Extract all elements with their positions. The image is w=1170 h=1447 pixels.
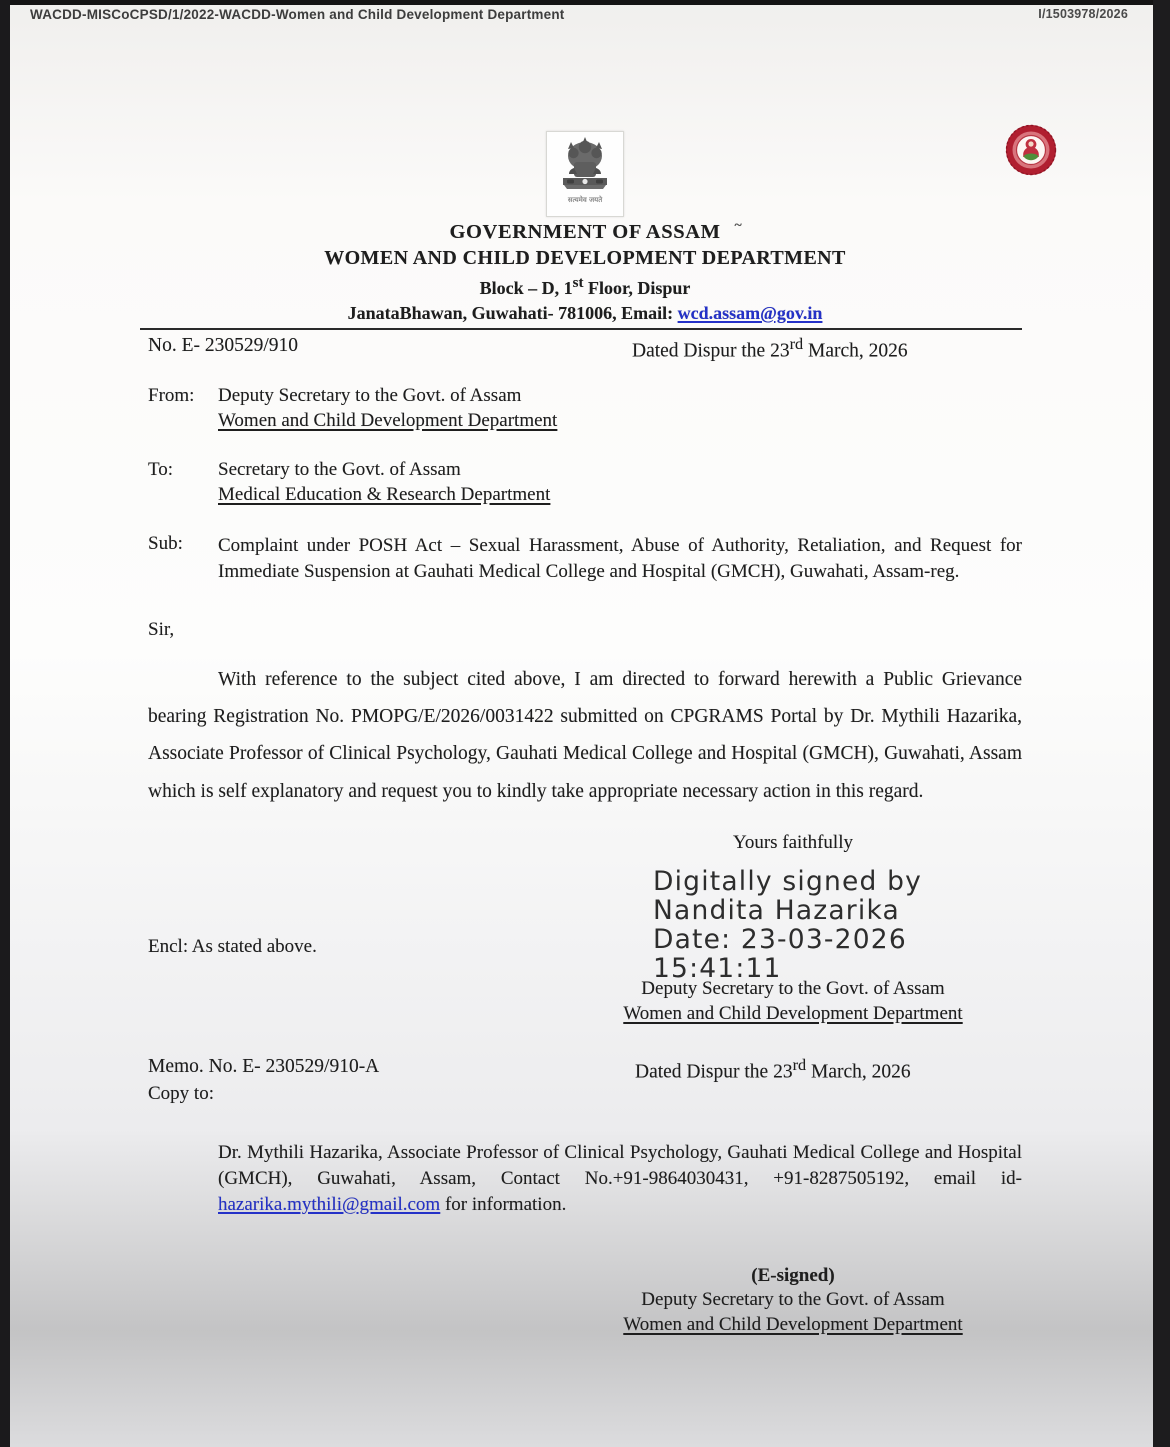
- recipient-email-link[interactable]: hazarika.mythili@gmail.com: [218, 1193, 441, 1215]
- to-department: Medical Education & Research Department: [218, 484, 551, 505]
- to-label: To:: [148, 459, 174, 480]
- left-edge-border: [0, 0, 10, 1447]
- signature-section: [148, 832, 1022, 1026]
- esign-block: [598, 1264, 988, 1338]
- esigned-department: Women and Child Development Department: [623, 1313, 963, 1335]
- file-reference: WACDD-MISCoCPSD/1/2022-WACDD-Women and Child Development Department: [30, 7, 565, 22]
- digital-signature-line: Digitally signed by: [653, 865, 923, 897]
- esigned-designation: Deputy Secretary to the Govt. of Assam: [641, 1289, 945, 1311]
- from-designation: Deputy Secretary to the Govt. of Assam: [218, 385, 522, 406]
- subject-label: Sub:: [148, 533, 183, 554]
- memo-date: Dated Dispur the 23rd March, 2026: [635, 1055, 911, 1083]
- document-id: I/1503978/2026: [1038, 7, 1128, 21]
- digital-signature-line: Nandita Hazarika: [653, 894, 900, 926]
- government-title: GOVERNMENT OF ASSAM ~: [148, 220, 1022, 245]
- to-designation: Secretary to the Govt. of Assam: [218, 459, 461, 480]
- stray-mark: ~: [734, 218, 743, 233]
- valediction: Yours faithfully: [733, 831, 853, 853]
- enclosure-note: Encl: As stated above.: [148, 935, 317, 957]
- memo-number: Memo. No. E- 230529/910-A: [148, 1055, 380, 1077]
- letter-number: No. E- 230529/910: [148, 335, 299, 356]
- department-title: WOMEN AND CHILD DEVELOPMENT DEPARTMENT: [324, 247, 846, 269]
- copy-recipient: Dr. Mythili Hazarika, Associate Professor of Clinical Psychology, Gauhati Medical College and Hospital (GMCH), Guwahati, Assam, Contact No.+91-9864030431, +91-8287505192, email id- hazarika.mythili@gmail.com for information.: [218, 1141, 1022, 1215]
- ashoka-emblem-icon: [546, 131, 624, 217]
- salutation: Sir,: [148, 619, 175, 640]
- to-value: [218, 457, 1022, 507]
- letter-body: [148, 0, 1022, 1337]
- body-paragraph: With reference to the subject cited above, I am directed to forward herewith a Public Grievance bearing Registration No. PMOPG/E/2026/0031422 submitted on CPGRAMS Portal by Dr. Mythili Hazarika, Associate Professor of Clinical Psychology, Gauhati Medical College and Hospital (GMCH), Guwahati, Assam which is self explanatory and request you to kindly take appropriate necessary action in this regard.: [148, 669, 1022, 802]
- signatory-department: Women and Child Development Department: [623, 1002, 963, 1024]
- address-line-2: JanataBhawan, Guwahati- 781006, Email: wcd.assam@gov.in: [347, 303, 823, 323]
- department-email-link[interactable]: wcd.assam@gov.in: [677, 303, 823, 323]
- digital-signature-line: Date: 23-03-2026: [653, 923, 907, 955]
- from-department: Women and Child Development Department: [218, 410, 558, 431]
- copy-to-label: Copy to:: [148, 1082, 214, 1104]
- signatory-designation: Deputy Secretary to the Govt. of Assam: [641, 977, 945, 999]
- right-edge-border: [1153, 0, 1170, 1447]
- signatory-block: [598, 976, 988, 1026]
- emblem-motto: सत्यमेव जयते: [567, 196, 603, 204]
- reference-row: [148, 335, 1022, 361]
- subject-text: Complaint under POSH Act – Sexual Harassment, Abuse of Authority, Retaliation, and Request for Immediate Suspension at Gauhati Medical College and Hospital (GMCH), Guwahati, Assam-reg.: [218, 535, 1022, 582]
- digital-signature-line: 15:41:11: [653, 952, 782, 984]
- digital-signature-stamp: [653, 867, 1022, 983]
- header-divider: [140, 328, 1022, 330]
- from-label: From:: [148, 385, 195, 406]
- to-block: [148, 457, 1022, 507]
- from-value: [218, 383, 1022, 433]
- from-block: [148, 383, 1022, 433]
- esigned-label: (E-signed): [751, 1264, 835, 1286]
- letter-date: Dated Dispur the 23rd March, 2026: [632, 335, 908, 362]
- memo-row: [148, 1056, 1022, 1082]
- address-line-1: Block – D, 1st Floor, Dispur: [479, 275, 691, 298]
- subject-block: [148, 533, 1022, 584]
